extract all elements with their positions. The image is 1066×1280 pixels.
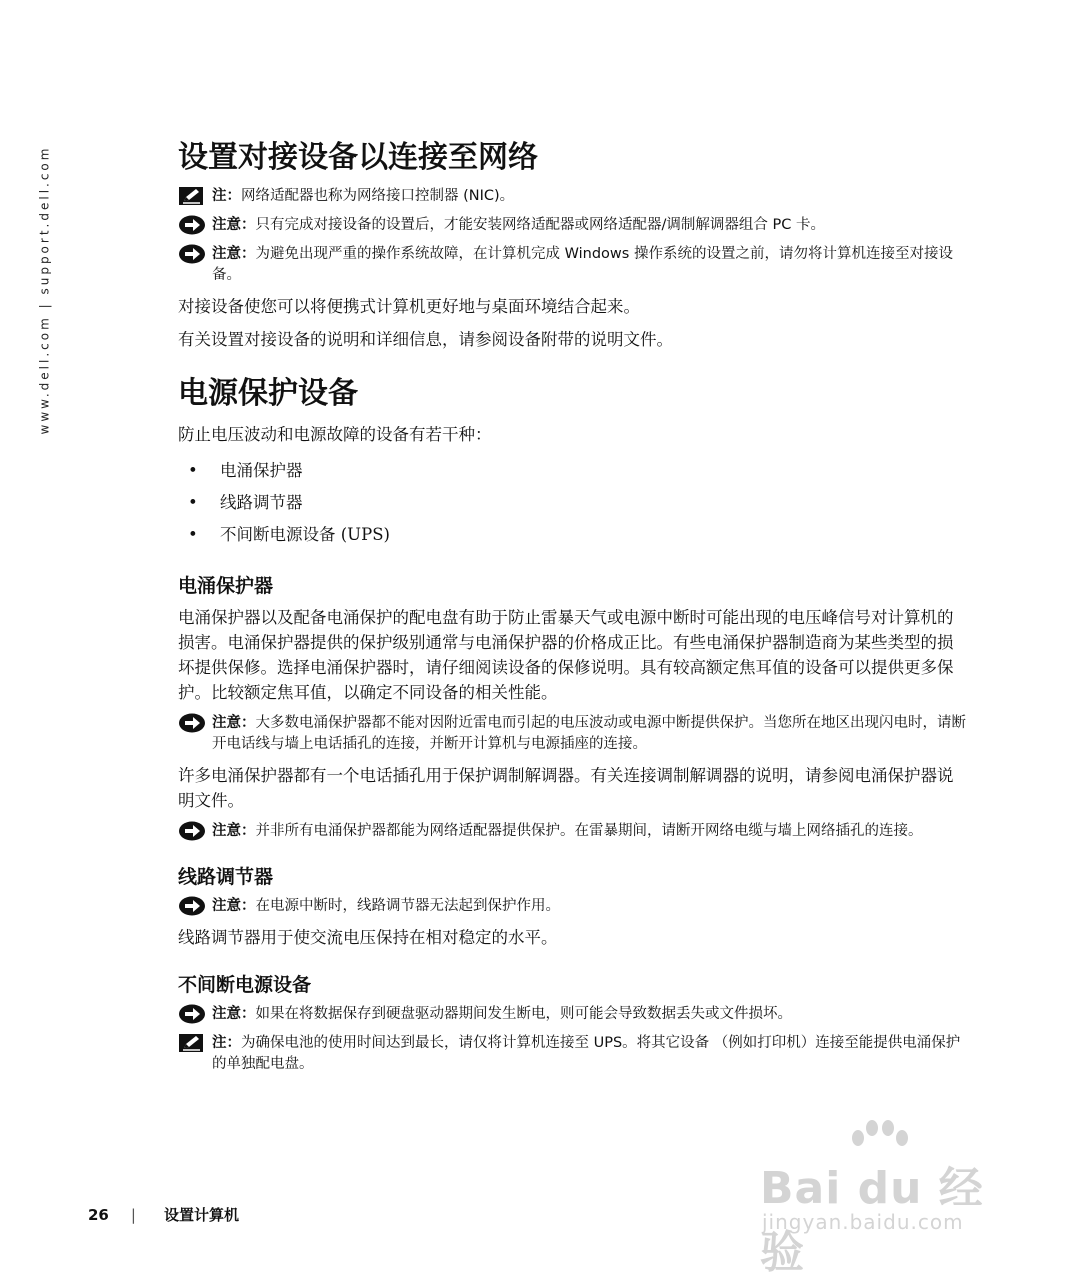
surge-para-2: 许多电涌保护器都有一个电话插孔用于保护调制解调器。有关连接调制解调器的说明，请参阅电涌保护器说明文件。	[178, 766, 954, 810]
line-conditioner-para: 线路调节器用于使交流电压保持在相对稳定的水平。	[178, 928, 558, 947]
notice-arrow-icon	[178, 244, 206, 264]
notice-surge-network: 注意：并非所有电涌保护器都能为网络适配器提供保护。在雷暴期间，请断开网络电缆与墙上网络插孔的连接。	[178, 821, 968, 842]
side-url: www.dell.com | support.dell.com	[37, 145, 51, 435]
notice-docking-install: 注意：只有完成对接设备的设置后，才能安装网络适配器或网络适配器/调制解调器组合 PC 卡。	[178, 215, 968, 236]
power-device-list	[178, 455, 968, 551]
note-ups-battery: 注：为确保电池的使用时间达到最长，请仅将计算机连接至 UPS。将其它设备 （例如打印机）连接至能提供电涌保护的单独配电盘。	[178, 1033, 968, 1075]
notice-surge-lightning: 注意：大多数电涌保护器都不能对因附近雷电而引起的电压波动或电源中断提供保护。当您所在地区出现闪电时，请断开电话线与墙上电话插孔的连接，并断开计算机与电源插座的连接。	[178, 713, 968, 755]
docking-para-2: 有关设置对接设备的说明和详细信息，请参阅设备附带的说明文件。	[178, 330, 673, 349]
docking-para-1: 对接设备使您可以将便携式计算机更好地与桌面环境结合起来。	[178, 297, 640, 316]
notice-arrow-icon	[178, 896, 206, 916]
page-content	[178, 138, 968, 1083]
note-pencil-icon	[178, 186, 204, 206]
page-number: 26	[88, 1205, 109, 1224]
chapter-title: 设置计算机	[163, 1206, 239, 1224]
note-pencil-icon	[178, 1033, 204, 1053]
notice-arrow-icon	[178, 215, 206, 235]
list-item: • 电涌保护器	[188, 461, 303, 480]
notice-arrow-icon	[178, 821, 206, 841]
list-item: • 不间断电源设备 (UPS)	[188, 525, 390, 544]
page-footer	[88, 1204, 239, 1225]
footer-separator: |	[130, 1205, 136, 1224]
heading-line-conditioner: 线路调节器	[178, 866, 274, 888]
notice-docking-windows: 注意：为避免出现严重的操作系统故障，在计算机完成 Windows 操作系统的设置之前，请勿将计算机连接至对接设备。	[178, 244, 968, 286]
heading-surge: 电涌保护器	[178, 575, 274, 597]
notice-arrow-icon	[178, 1004, 206, 1024]
notice-line-conditioner: 注意：在电源中断时，线路调节器无法起到保护作用。	[178, 896, 968, 917]
list-item: • 线路调节器	[188, 493, 303, 512]
heading-power-protection: 电源保护设备	[178, 376, 358, 411]
heading-docking: 设置对接设备以连接至网络	[178, 140, 538, 175]
surge-para-1: 电涌保护器以及配备电涌保护的配电盘有助于防止雷暴天气或电源中断时可能出现的电压峰信号对计算机的损害。电涌保护器提供的保护级别通常与电涌保护器的价格成正比。有些电涌保护器制造商为某些类型的损坏提供保修。选择电涌保护器时，请仔细阅读设备的保修说明。具有较高额定焦耳值的设备可以提供更多保护。比较额定焦耳值，以确定不同设备的相关性能。	[178, 608, 954, 702]
note-docking-nic: 注：网络适配器也称为网络接口控制器 (NIC)。	[178, 186, 968, 207]
notice-ups-data-loss: 注意：如果在将数据保存到硬盘驱动器期间发生断电，则可能会导致数据丢失或文件损坏。	[178, 1004, 968, 1025]
power-intro: 防止电压波动和电源故障的设备有若干种：	[178, 425, 492, 444]
heading-ups: 不间断电源设备	[178, 974, 312, 996]
baidu-watermark: Bai du 经验 jingyan.baidu.com	[760, 1120, 1010, 1250]
notice-arrow-icon	[178, 713, 206, 733]
